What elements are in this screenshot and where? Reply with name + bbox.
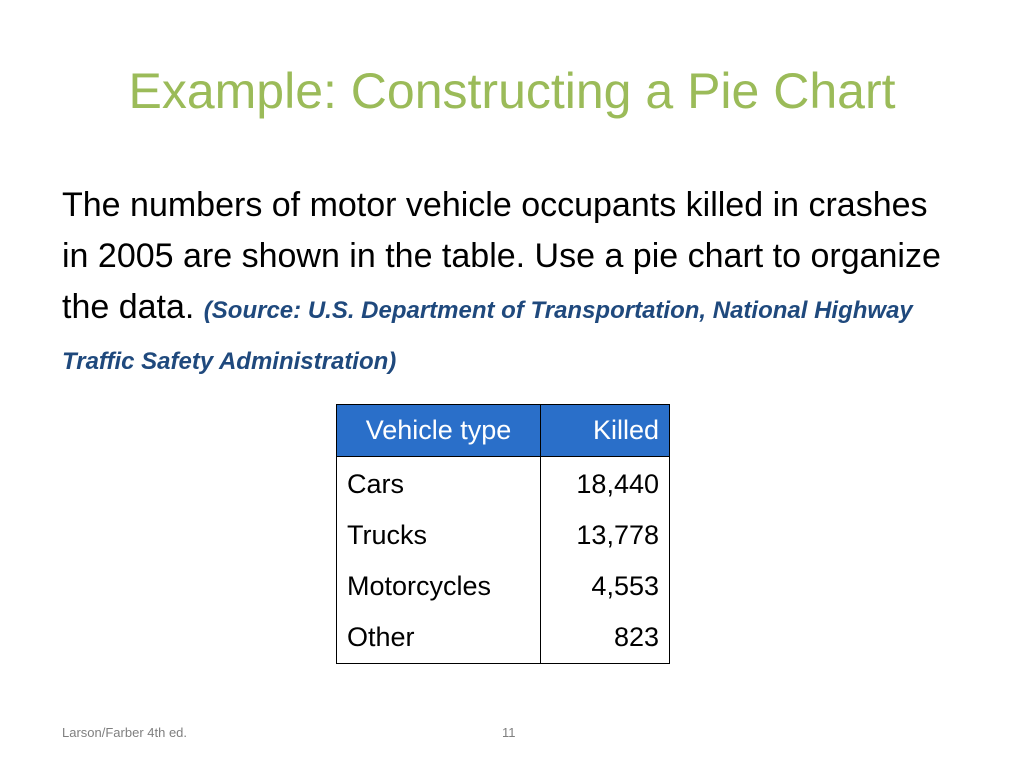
vehicle-type-cell: Cars — [337, 457, 541, 511]
page-number: 11 — [502, 725, 516, 740]
vehicle-type-cell: Trucks — [337, 510, 541, 561]
vehicle-type-cell: Motorcycles — [337, 561, 541, 612]
slide-body — [62, 180, 962, 384]
table-row — [337, 561, 670, 612]
column-header-vehicle-type: Vehicle type — [337, 405, 541, 457]
body-text: The numbers of motor vehicle occupants killed in crashes in 2005 are shown in the table. Use a pie chart to organize the data. — [62, 186, 941, 326]
column-header-killed: Killed — [541, 405, 670, 457]
footer-citation: Larson/Farber 4th ed. — [62, 725, 188, 740]
table-header-row — [337, 405, 670, 457]
data-table — [336, 404, 670, 664]
killed-count-cell: 823 — [541, 612, 670, 664]
killed-count-cell: 13,778 — [541, 510, 670, 561]
table-row — [337, 612, 670, 664]
vehicle-type-cell: Other — [337, 612, 541, 664]
table-row — [337, 457, 670, 511]
source-citation: (Source: U.S. Department of Transportation, National Highway Traffic Safety Administration) — [62, 297, 913, 375]
slide-title: Example: Constructing a Pie Chart — [128, 63, 896, 119]
killed-count-cell: 18,440 — [541, 457, 670, 511]
table-row — [337, 510, 670, 561]
killed-count-cell: 4,553 — [541, 561, 670, 612]
